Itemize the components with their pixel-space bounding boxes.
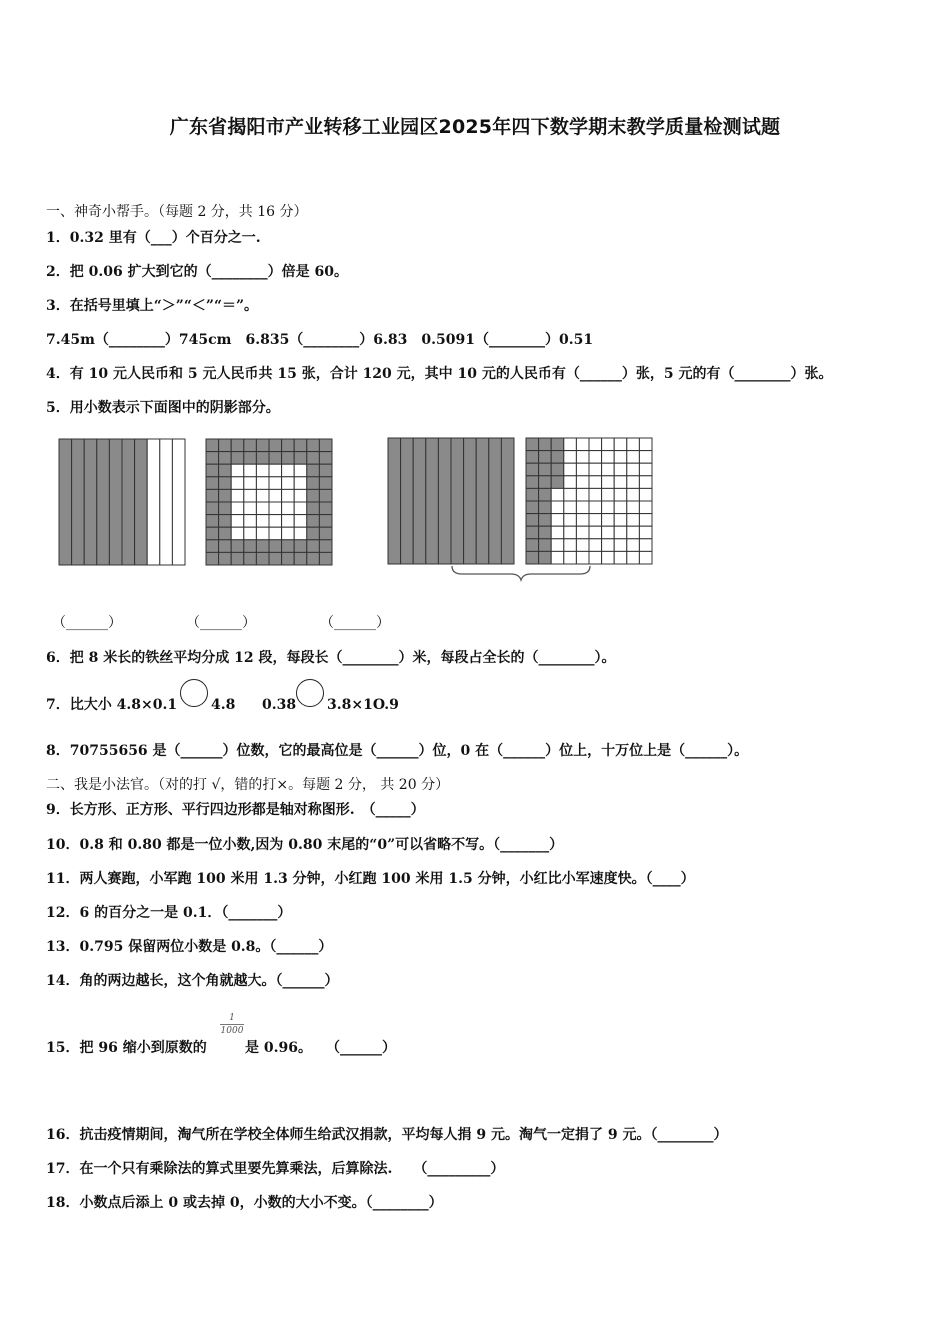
grid-cell <box>269 540 282 553</box>
question-6: 6．把 8 米长的铁丝平均分成 12 段，每段长（________）米，每段占全长的（________）。 <box>46 650 616 666</box>
grid-cell <box>627 551 640 564</box>
q5-blank-3: （______） <box>320 615 390 631</box>
grid-cell <box>307 552 320 565</box>
figure-grid-1 <box>205 438 333 568</box>
grid-cell <box>319 515 332 528</box>
grid-cell <box>551 526 564 539</box>
grid-cell <box>206 452 219 465</box>
grid-cell <box>589 438 602 451</box>
grid-cell <box>256 527 269 540</box>
question-17: 17．在一个只有乘除法的算式里要先算乘法，后算除法. （_________） <box>46 1161 505 1177</box>
fraction-image <box>218 1013 246 1036</box>
grid-cell <box>564 526 577 539</box>
grid-cell <box>319 502 332 515</box>
grid-cell <box>614 488 627 501</box>
grid-cell <box>206 540 219 553</box>
grid-cell <box>639 488 652 501</box>
grid-cell <box>526 463 539 476</box>
grid-cell <box>614 526 627 539</box>
grid-cell <box>576 514 589 527</box>
grid-cell <box>269 552 282 565</box>
grid-cell <box>589 539 602 552</box>
page-title: 广东省揭阳市产业转移工业园区2025年四下数学期末教学质量检测试题 <box>169 116 781 138</box>
grid-cell <box>564 463 577 476</box>
compare-circle-1[interactable] <box>180 679 208 707</box>
grid-cell <box>614 501 627 514</box>
grid-cell <box>526 539 539 552</box>
grid-cell <box>231 452 244 465</box>
grid-cell <box>639 514 652 527</box>
grid-cell <box>319 552 332 565</box>
grid-cell <box>602 463 615 476</box>
grid-cell <box>269 452 282 465</box>
grid-cell <box>256 552 269 565</box>
strip-column <box>413 438 426 564</box>
grid-cell <box>319 527 332 540</box>
grid-cell <box>282 489 295 502</box>
grid-cell <box>564 488 577 501</box>
grid-cell <box>602 501 615 514</box>
grid-cell <box>602 526 615 539</box>
strip-column <box>438 438 451 564</box>
grid-cell <box>282 527 295 540</box>
grid-cell <box>526 438 539 451</box>
question-18: 18．小数点后添上 0 或去掉 0，小数的大小不变。（________） <box>46 1195 443 1211</box>
grid-cell <box>244 489 257 502</box>
grid-cell <box>551 463 564 476</box>
grid-cell <box>244 540 257 553</box>
question-14: 14．角的两边越长，这个角就越大。（______） <box>46 973 339 989</box>
grid-cell <box>231 464 244 477</box>
question-13: 13．0.795 保留两位小数是 0.8。（______） <box>46 939 333 955</box>
grid-cell <box>627 514 640 527</box>
grid-cell <box>269 502 282 515</box>
grid-cell <box>269 439 282 452</box>
grid-cell <box>319 439 332 452</box>
grid-cell <box>206 489 219 502</box>
grid-cell <box>576 539 589 552</box>
strip-column <box>122 439 135 565</box>
grid-cell <box>269 489 282 502</box>
grid-cell <box>294 552 307 565</box>
grid-cell <box>319 540 332 553</box>
grid-cell <box>206 527 219 540</box>
question-7-prefix: 7．比大小 4.8×0.1 <box>46 697 178 713</box>
grid-cell <box>576 526 589 539</box>
strip-column <box>135 439 148 565</box>
grid-cell <box>206 502 219 515</box>
grid-cell <box>307 489 320 502</box>
strip-column <box>72 439 85 565</box>
question-7-b-right: 3.8×1O.9 <box>327 697 399 713</box>
grid-cell <box>231 527 244 540</box>
grid-cell <box>614 539 627 552</box>
grid-cell <box>244 552 257 565</box>
question-1: 1．0.32 里有（___）个百分之一. <box>46 230 261 246</box>
compare-circle-2[interactable] <box>296 679 324 707</box>
strip-column <box>451 438 464 564</box>
grid-cell <box>564 476 577 489</box>
grid-cell <box>269 527 282 540</box>
question-3-items: 7.45m（________）745cm 6.835（________）6.83 0.5091（________）0.51 <box>46 332 594 348</box>
grid-cell <box>219 489 232 502</box>
grid-cell <box>256 439 269 452</box>
grid-cell <box>627 476 640 489</box>
question-8: 8．70755656 是（______）位数，它的最高位是（______）位，0 在（______）位上，十万位上是（______）。 <box>46 743 749 759</box>
grid-cell <box>602 476 615 489</box>
grid-cell <box>307 452 320 465</box>
grid-cell <box>539 438 552 451</box>
grid-cell <box>319 452 332 465</box>
grid-cell <box>282 464 295 477</box>
grid-cell <box>639 539 652 552</box>
grid-cell <box>526 526 539 539</box>
grid-cell <box>282 540 295 553</box>
figure-strip-1 <box>58 438 186 568</box>
grid-cell <box>307 515 320 528</box>
grid-cell <box>526 451 539 464</box>
question-7-b-left: 0.38 <box>262 697 297 713</box>
q5-blank-1: （______） <box>52 615 122 631</box>
grid-cell <box>256 540 269 553</box>
question-4: 4．有 10 元人民币和 5 元人民币共 15 张，合计 120 元，其中 10 元的人民币有（______）张，5 元的有（________）张。 <box>46 366 833 382</box>
grid-cell <box>627 501 640 514</box>
strip-column <box>489 438 502 564</box>
grid-cell <box>256 489 269 502</box>
question-11: 11．两人赛跑，小军跑 100 米用 1.3 分钟，小红跑 100 米用 1.5 分钟，小红比小军速度快。（____） <box>46 871 695 887</box>
grid-cell <box>551 551 564 564</box>
grid-cell <box>639 501 652 514</box>
grid-cell <box>244 464 257 477</box>
grid-cell <box>219 502 232 515</box>
grid-cell <box>526 476 539 489</box>
grid-cell <box>256 502 269 515</box>
grid-cell <box>294 502 307 515</box>
strip-column <box>147 439 160 565</box>
strip-column <box>84 439 97 565</box>
grid-cell <box>294 540 307 553</box>
grid-cell <box>614 551 627 564</box>
grid-cell <box>206 439 219 452</box>
grid-cell <box>219 527 232 540</box>
grid-cell <box>614 514 627 527</box>
grid-cell <box>539 463 552 476</box>
grid-cell <box>307 540 320 553</box>
grid-cell <box>589 463 602 476</box>
grid-cell <box>576 501 589 514</box>
grid-cell <box>589 476 602 489</box>
grid-cell <box>602 539 615 552</box>
grid-cell <box>576 476 589 489</box>
question-9: 9．长方形、正方形、平行四边形都是轴对称图形. （_____） <box>46 802 425 818</box>
grid-cell <box>639 476 652 489</box>
grid-cell <box>627 539 640 552</box>
grid-cell <box>576 463 589 476</box>
grid-cell <box>602 488 615 501</box>
grid-cell <box>282 515 295 528</box>
grid-cell <box>219 540 232 553</box>
brace-icon <box>452 566 590 580</box>
grid-cell <box>206 477 219 490</box>
grid-cell <box>282 552 295 565</box>
grid-cell <box>551 438 564 451</box>
strip-column <box>160 439 173 565</box>
grid-cell <box>602 514 615 527</box>
question-7-a-right: 4.8 <box>211 697 236 713</box>
grid-cell <box>282 452 295 465</box>
grid-cell <box>256 515 269 528</box>
grid-cell <box>526 501 539 514</box>
grid-cell <box>294 515 307 528</box>
grid-cell <box>231 552 244 565</box>
grid-cell <box>602 451 615 464</box>
grid-cell <box>294 489 307 502</box>
grid-cell <box>539 551 552 564</box>
grid-cell <box>244 527 257 540</box>
grid-cell <box>269 477 282 490</box>
question-15-prefix: 15．把 96 缩小到原数的 <box>46 1040 207 1056</box>
grid-cell <box>307 439 320 452</box>
grid-cell <box>627 488 640 501</box>
grid-cell <box>282 477 295 490</box>
grid-cell <box>551 539 564 552</box>
grid-cell <box>231 477 244 490</box>
grid-cell <box>576 551 589 564</box>
grid-cell <box>551 451 564 464</box>
grid-cell <box>294 452 307 465</box>
grid-cell <box>551 488 564 501</box>
grid-cell <box>564 539 577 552</box>
strip-column <box>172 439 185 565</box>
grid-cell <box>639 438 652 451</box>
grid-cell <box>231 540 244 553</box>
grid-cell <box>244 477 257 490</box>
question-16: 16．抗击疫情期间，淘气所在学校全体师生给武汉捐款，平均每人捐 9 元。淘气一定捐了 9 元。（________） <box>46 1127 728 1143</box>
grid-cell <box>639 463 652 476</box>
grid-cell <box>539 501 552 514</box>
grid-cell <box>539 451 552 464</box>
strip-column <box>97 439 110 565</box>
grid-cell <box>294 464 307 477</box>
q5-blank-2: （______） <box>186 615 256 631</box>
grid-cell <box>564 551 577 564</box>
grid-cell <box>319 477 332 490</box>
grid-cell <box>307 527 320 540</box>
grid-cell <box>627 463 640 476</box>
grid-cell <box>639 526 652 539</box>
grid-cell <box>539 526 552 539</box>
strip-column <box>59 439 72 565</box>
fraction-denominator: 1000 <box>220 1026 244 1036</box>
question-12: 12．6 的百分之一是 0.1．（_______） <box>46 905 292 921</box>
question-2: 2．把 0.06 扩大到它的（________）倍是 60。 <box>46 264 348 280</box>
grid-cell <box>526 551 539 564</box>
grid-cell <box>589 488 602 501</box>
grid-cell <box>206 464 219 477</box>
grid-cell <box>219 515 232 528</box>
grid-cell <box>551 476 564 489</box>
section-1-heading: 一、神奇小帮手。（每题 2 分，共 16 分） <box>46 204 308 220</box>
grid-cell <box>564 514 577 527</box>
grid-cell <box>602 438 615 451</box>
grid-cell <box>589 551 602 564</box>
grid-cell <box>256 464 269 477</box>
grid-cell <box>639 551 652 564</box>
grid-cell <box>526 488 539 501</box>
grid-cell <box>564 451 577 464</box>
grid-cell <box>589 501 602 514</box>
grid-cell <box>294 527 307 540</box>
grid-cell <box>614 476 627 489</box>
grid-cell <box>294 439 307 452</box>
grid-cell <box>307 502 320 515</box>
grid-cell <box>319 489 332 502</box>
grid-cell <box>551 501 564 514</box>
grid-cell <box>244 515 257 528</box>
grid-cell <box>614 438 627 451</box>
grid-cell <box>231 502 244 515</box>
grid-cell <box>627 438 640 451</box>
grid-cell <box>256 477 269 490</box>
grid-cell <box>576 451 589 464</box>
strip-column <box>426 438 439 564</box>
grid-cell <box>307 464 320 477</box>
grid-cell <box>539 514 552 527</box>
question-5: 5．用小数表示下面图中的阴影部分。 <box>46 400 280 416</box>
grid-cell <box>614 451 627 464</box>
grid-cell <box>589 526 602 539</box>
grid-cell <box>231 515 244 528</box>
section-2-heading: 二、我是小法官。（对的打 √，错的打×。每题 2 分， 共 20 分） <box>46 777 450 793</box>
grid-cell <box>564 438 577 451</box>
grid-cell <box>551 514 564 527</box>
grid-cell <box>219 464 232 477</box>
grid-cell <box>576 438 589 451</box>
grid-cell <box>244 502 257 515</box>
grid-cell <box>589 451 602 464</box>
grid-cell <box>269 515 282 528</box>
grid-cell <box>589 514 602 527</box>
grid-cell <box>564 501 577 514</box>
grid-cell <box>539 539 552 552</box>
strip-column <box>464 438 477 564</box>
fraction-numerator: 1 <box>229 1013 235 1023</box>
grid-cell <box>294 477 307 490</box>
grid-cell <box>219 452 232 465</box>
grid-cell <box>602 551 615 564</box>
grid-cell <box>231 489 244 502</box>
grid-cell <box>219 439 232 452</box>
figure-combined <box>386 436 654 582</box>
grid-cell <box>206 552 219 565</box>
grid-cell <box>269 464 282 477</box>
grid-cell <box>539 488 552 501</box>
grid-cell <box>256 452 269 465</box>
strip-column <box>501 438 514 564</box>
strip-column <box>476 438 489 564</box>
grid-cell <box>614 463 627 476</box>
grid-cell <box>219 477 232 490</box>
grid-cell <box>307 477 320 490</box>
grid-cell <box>244 452 257 465</box>
grid-cell <box>639 451 652 464</box>
grid-cell <box>206 515 219 528</box>
grid-cell <box>319 464 332 477</box>
grid-cell <box>526 514 539 527</box>
question-3: 3．在括号里填上“＞”“＜”“＝”。 <box>46 298 259 314</box>
strip-column <box>109 439 122 565</box>
grid-cell <box>627 526 640 539</box>
grid-cell <box>627 451 640 464</box>
grid-cell <box>576 488 589 501</box>
question-15-suffix: 是 0.96。 （______） <box>245 1040 396 1056</box>
grid-cell <box>539 476 552 489</box>
strip-column <box>401 438 414 564</box>
grid-cell <box>231 439 244 452</box>
strip-column <box>388 438 401 564</box>
question-10: 10．0.8 和 0.80 都是一位小数,因为 0.80 末尾的“0”可以省略不写。（_______） <box>46 837 564 853</box>
grid-cell <box>244 439 257 452</box>
grid-cell <box>282 502 295 515</box>
grid-cell <box>282 439 295 452</box>
grid-cell <box>219 552 232 565</box>
